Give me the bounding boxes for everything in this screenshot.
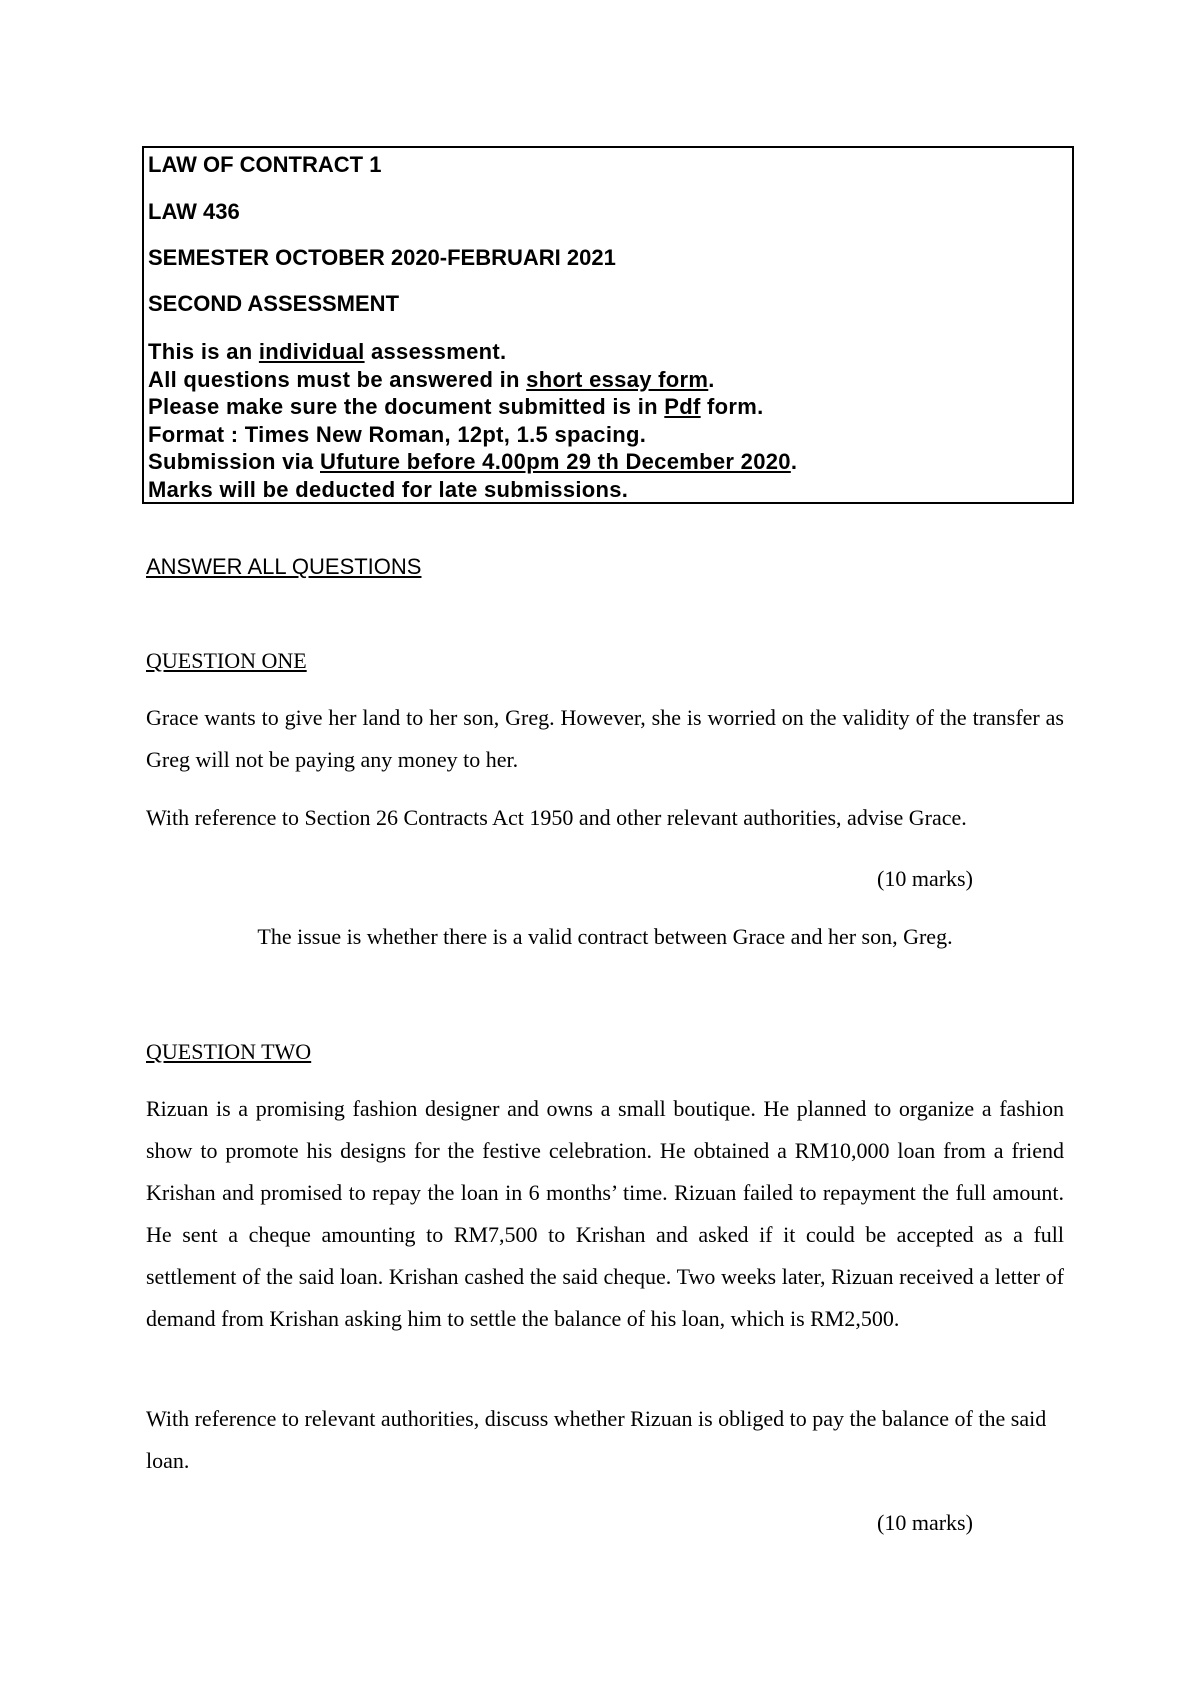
instruction-line-late: Marks will be deducted for late submissions. [148,476,629,502]
question-two-heading: QUESTION TWO [146,1039,312,1064]
question-two-paragraph-2: With reference to relevant authorities, discuss whether Rizuan is obliged to pay the balance of the said loan. [146,1406,1047,1473]
assessment-instructions [148,338,797,503]
question-one-answer: The issue is whether there is a valid contract between Grace and her son, Greg. [257,924,953,949]
instruction-emphasis: individual [258,339,365,364]
instruction-text: Submission via [148,449,320,474]
instruction-line-pdf [148,393,797,421]
instruction-text: Please make sure the document submitted is in [148,394,665,419]
instruction-line-format: Format : Times New Roman, 12pt, 1.5 spacing. [148,421,647,447]
instruction-text: . [790,449,798,474]
instruction-text: This is an [148,339,259,364]
semester-label: SEMESTER OCTOBER 2020-FEBRUARI 2021 [148,245,616,270]
assessment-label: SECOND ASSESSMENT [148,291,400,316]
course-title: LAW OF CONTRACT 1 [148,152,382,177]
instruction-emphasis: Pdf [664,394,701,419]
instruction-line-individual [148,338,797,366]
question-one-paragraph-2: With reference to Section 26 Contracts Act 1950 and other relevant authorities, advise Grace. [146,805,967,830]
instruction-emphasis: Ufuture before 4.00pm 29 th December 2020 [320,449,791,474]
answer-all-heading: ANSWER ALL QUESTIONS [146,554,422,579]
course-code: LAW 436 [148,199,240,224]
question-one-heading: QUESTION ONE [146,648,307,673]
question-two-paragraph-1: Rizuan is a promising fashion designer and owns a small boutique. He planned to organize a fashion show to promote his designs for the festive celebration. He obtained a RM10,000 loan from a friend Krishan and promised to repay the loan in 6 months’ time. Rizuan failed to repayment the full amount. He sent a cheque amounting to RM7,500 to Krishan and asked if it could be accepted as a full settlement of the said loan. Krishan cashed the said cheque. Two weeks later, Rizuan received a letter of demand from Krishan asking him to settle the balance of his loan, which is RM2,500. [146,1096,1064,1331]
instruction-text: assessment. [364,339,507,364]
instruction-line-essay-form [148,366,797,394]
assessment-header-box [142,146,1074,504]
instruction-text: form. [700,394,764,419]
instruction-emphasis: short essay form [526,366,709,392]
question-two-marks: (10 marks) [877,1510,973,1535]
instruction-text: . [708,366,715,392]
question-one-marks: (10 marks) [877,866,973,891]
instruction-line-submission [148,448,797,476]
instruction-text: All questions must be answered in [148,366,527,392]
question-one-paragraph-1: Grace wants to give her land to her son, Greg. However, she is worried on the validity of the transfer as Greg will not be paying any money to her. [146,705,1064,772]
